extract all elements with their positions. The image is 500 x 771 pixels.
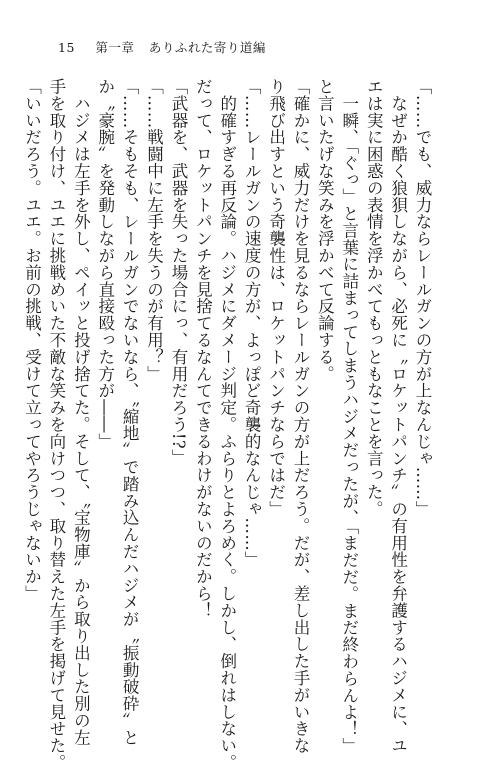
text-line: 「武器を、武器を失った場合にっ、有用だろう!?」 bbox=[168, 78, 188, 467]
text-line: 「……レールガンの速度の方が、よっぽど奇襲的なんじゃ……」 bbox=[242, 78, 262, 569]
text-line: か〝豪腕〟を発動しながら直接殴った方が――」 bbox=[95, 78, 115, 450]
text-line: 「確かに、威力だけを見るならレールガンの方が上だろう。だが、差し出した手がいきな bbox=[290, 78, 310, 754]
text-line: 「……そもそも、レールガンでないなら、〝縮地〟で踏み込んだハジメが〝振動破砕〟と bbox=[120, 78, 140, 746]
text-line: 「……でも、威力ならレールガンの方が上なんじゃ……」 bbox=[413, 78, 432, 518]
text-line: 「……戦闘中に左手を失うのが有用？」 bbox=[144, 78, 164, 383]
vertical-body-text bbox=[19, 78, 434, 771]
page-number: 15 bbox=[58, 40, 75, 55]
chapter-subtitle: ありふれた寄り道編 bbox=[148, 40, 266, 55]
text-line: 手を取り付け、ユエに挑戦めいた不敵な笑みを向けつつ、取り替えた左手を掲げて見せた。 bbox=[46, 78, 66, 771]
text-line: エは実に困惑の表情を浮かべてもっともなことを言った。 bbox=[364, 78, 384, 518]
text-line: り飛び出すという奇襲性は、ロケットパンチならではだ」 bbox=[266, 78, 286, 518]
running-header bbox=[58, 38, 266, 56]
text-line: なぜか酷く狼狽しながら、必死に〝ロケットパンチ〟の有用性を弁護するハジメに、ユ bbox=[388, 78, 408, 754]
text-line: ハジメは左手を外し、ペイッと投げ捨てた。そして、〝宝物庫〟から取り出した別の左 bbox=[71, 78, 91, 746]
text-line: 的確すぎる再反論。ハジメにダメージ判定。ふらりとよろめく。しかし、倒れはしない。 bbox=[217, 78, 237, 771]
text-line: だって、ロケットパンチを見捨てるなんてできるわけがないのだから！ bbox=[193, 78, 213, 619]
text-line: と言いたげな笑みを浮かべて反論する。 bbox=[315, 78, 335, 383]
text-line: 「いいだろう。ユエ。お前の挑戦、受けて立ってやろうじゃないか」 bbox=[22, 78, 42, 602]
text-line: 一瞬、「ぐっ」と言葉に詰まってしまうハジメだったが、「まだだ。まだ終わらんよ！」 bbox=[339, 78, 359, 755]
chapter-label: 第一章 bbox=[95, 40, 135, 55]
